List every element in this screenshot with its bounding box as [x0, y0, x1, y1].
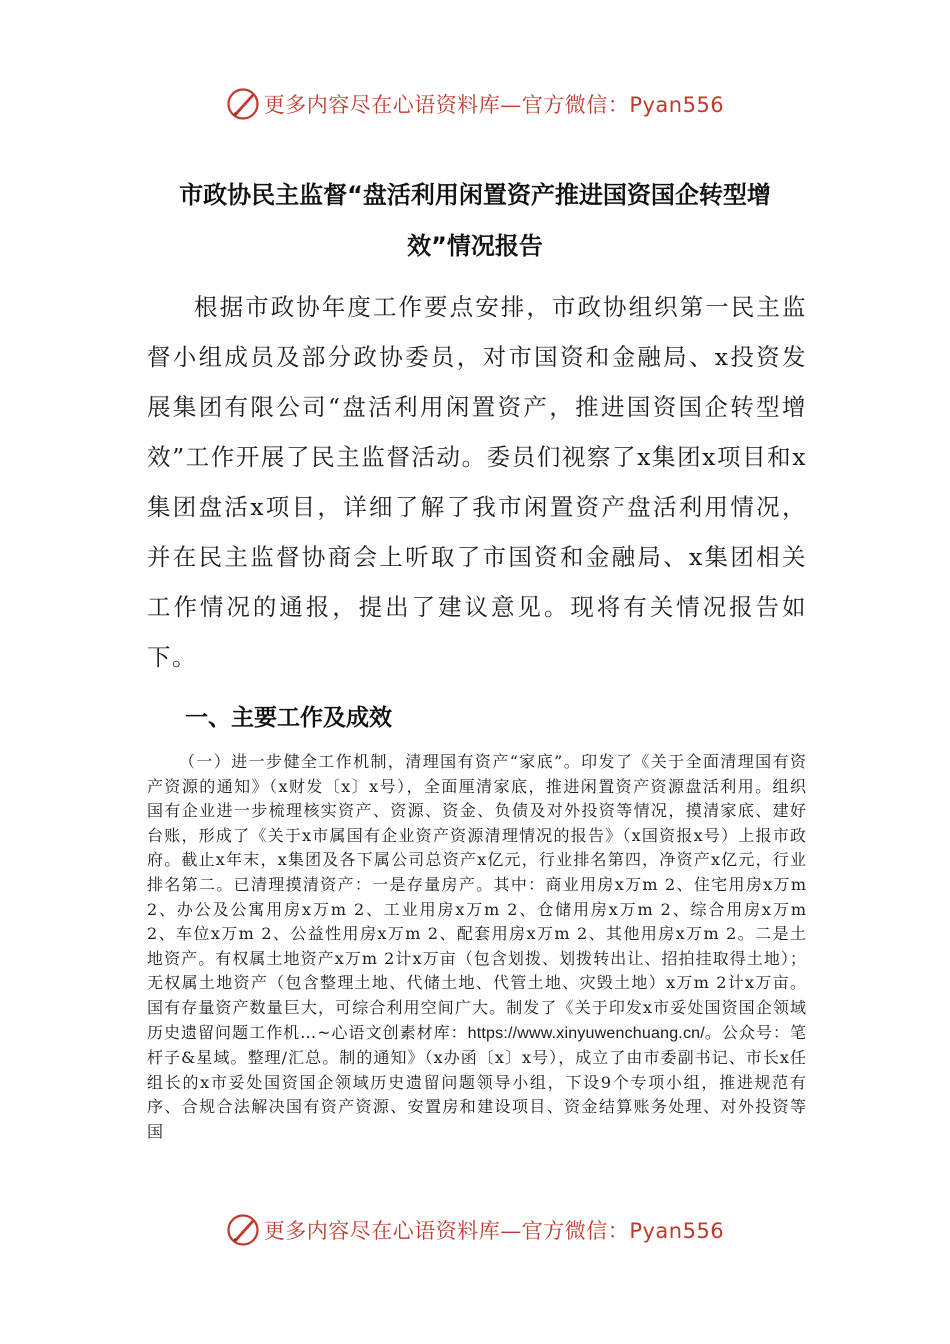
watermark-banner-top — [0, 82, 950, 126]
intro-paragraph: 根据市政协年度工作要点安排，市政协组织第一民主监督小组成员及部分政协委员，对市国资和金融局、x投资发展集团有限公司“盘活利用闲置资产，推进国资国企转型增效”工作开展了民主监督活动。委员们视察了x集团x项目和x集团盘活x项目，详细了解了我市闲置资产盘活利用情况，并在民主监督协商会上听取了市国资和金融局、x集团相关工作情况的通报，提出了建议意见。现将有关情况报告如下。 — [147, 293, 807, 671]
watermark-text: 更多内容尽在心语资料库—官方微信： — [263, 93, 630, 117]
body-text-part1: （一）进一步健全工作机制，清理国有资产“家底”。印发了《关于全面清理国有资产资源的通知》（x财发〔x〕x号），全面厘清家底，推进闲置资产资源盘活利用。组织国有企业进一步梳理核实资产、资源、资金、负债及对外投资等情况，摸清家底、建好台账，形成了《关于x市属国有企业资产资源清理情况的报告》（x国资报x号）上报市政府。截止x年末，x集团及各下属公司总资产x亿元，行业排名第四，净资产x亿元，行业排名第二。已清理摸清资产：一是存量房产。其中：商业用房x万m 2、住宅用房x万m 2、办公及公寓用房x万m 2、工业用房x万m 2、仓储用房x万m 2、综合用房x万m 2、车位x万m 2、公益性用房x万m 2、配套用房x万m 2、其他用房x万m 2。二是土地资产。有权属土地资产x万m 2计x万亩（包含划拨、划拨转出让、招拍挂取得土地）；无权属土地资产（包含整理土地、代储土地、代管土地、灾毁土地）x万m 2计x万亩。国有存量资产数量巨大，可综合利用空间广大。制发了《关于印发x市妥处国资国企领域历史遗留问题工作机…~心语文创素材库： — [147, 752, 807, 1042]
pen-logo-icon — [226, 1213, 260, 1247]
watermark-account: Pyan556 — [629, 93, 725, 117]
watermark-banner-bottom — [0, 1208, 950, 1252]
body-text-part2: 。公众号：笔杆子&星域。整理/汇总。制的通知》（x办函〔x〕x号），成立了由市委副书记、市长x任组长的x市妥处国资国企领域历史遗留问题领导小组，下设9个专项小组，推进规范有序、合规合法解决国有资产资源、安置房和建设项目、资金结算账务处理、对外投资等国 — [147, 1022, 807, 1141]
section-heading: 一、主要工作及成效 — [185, 705, 392, 731]
watermark-account: Pyan556 — [629, 1219, 725, 1243]
source-url: https://www.xinyuwenchuang.cn/ — [467, 1024, 705, 1042]
body-paragraph — [147, 750, 807, 1145]
document-title: 市政协民主监督“盘活利用闲置资产推进国资国企转型增效”情况报告 — [179, 181, 771, 260]
pen-logo-icon — [226, 87, 260, 121]
watermark-text: 更多内容尽在心语资料库—官方微信： — [263, 1219, 630, 1243]
